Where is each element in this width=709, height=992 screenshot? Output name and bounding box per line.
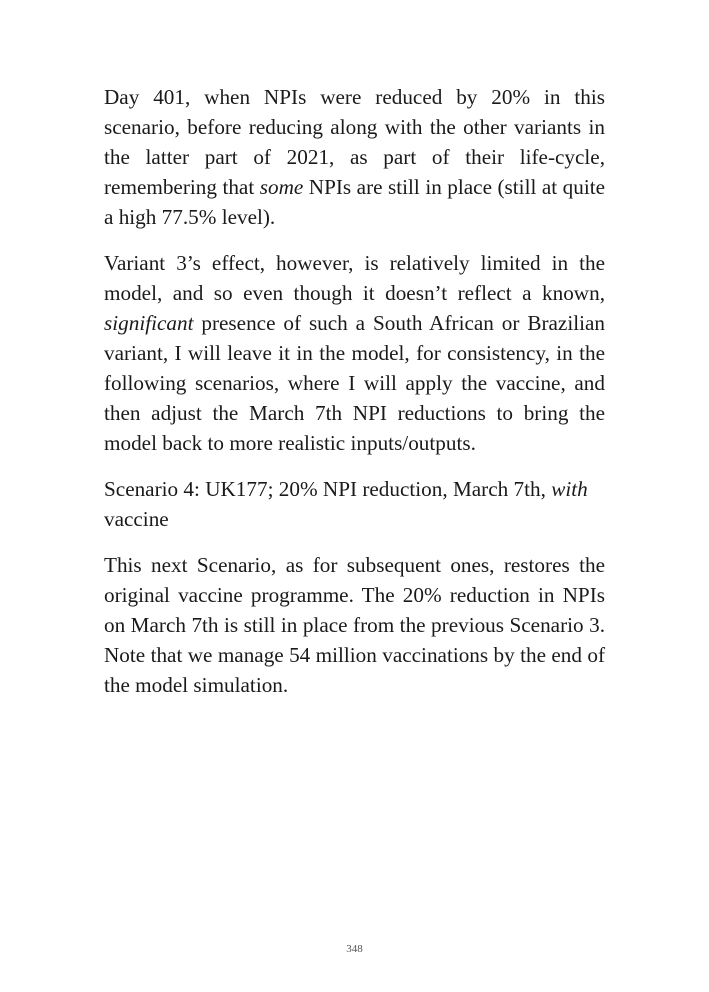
page-body (104, 82, 605, 716)
scenario-heading (104, 474, 605, 534)
paragraph-text: presence of such a South African or Brazilian variant, I will leave it in the model, for consistency, in the following scenarios, where I will apply the vaccine, and then adjust the March 7th NPI reductions to bring the model back to more realistic inputs/outputs. (104, 311, 605, 455)
paragraph-text: Variant 3’s effect, however, is relatively limited in the model, and so even though it doesn’t reflect a known, (104, 251, 605, 305)
page-number: 348 (346, 943, 363, 955)
heading-text: Scenario 4: UK177; 20% NPI reduction, March 7th, (104, 477, 552, 501)
paragraph-npi-reduction (104, 82, 605, 232)
paragraph-text: Day 401, when NPIs were reduced by 20% in this scenario, before reducing along with the other variants in the latter part of 2021, as part of their life-cycle, remembering that (104, 85, 605, 199)
heading-text: vaccine (104, 507, 169, 531)
emphasis-text: with (551, 477, 588, 501)
paragraph-text: NPIs are still in place (still at quite a high 77.5% level). (104, 175, 605, 229)
paragraph-variant-3 (104, 248, 605, 458)
emphasis-text: significant (104, 311, 194, 335)
paragraph-scenario-description: This next Scenario, as for subsequent ones, restores the original vaccine programme. The 20% reduction in NPIs on March 7th is still in place from the previous Scenario 3. Note that we manage 54 million vaccinations by the end of the model simulation. (104, 553, 605, 697)
emphasis-text: some (259, 175, 304, 199)
